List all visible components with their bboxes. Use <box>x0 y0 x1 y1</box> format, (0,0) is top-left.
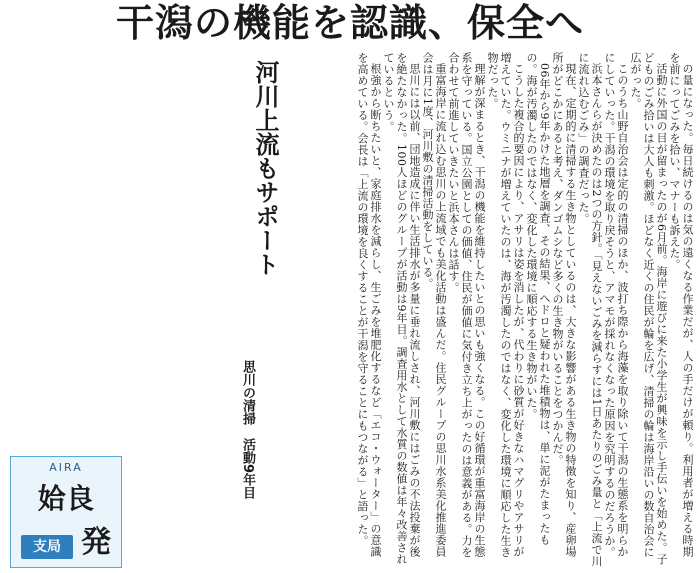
article-headline: 干潟の機能を認識、保全へ <box>115 1 584 45</box>
bureau-tag: 支局 <box>21 535 73 559</box>
paragraph: 思川には以前、団地造成に伴い生活排水が多量に垂れ流しされ、河川敷にはごみの不法投棄が後を絶たなかった。100人ほどのグループが活動は9年目。調査用水として水質の数値は年々改善されているという。 <box>382 52 421 565</box>
paragraph: このうち山野自治会は定的の清掃のほか、波打ち際から海藻を取り除いて干潟の生態系を明らかにしていった。干潟の環境を取り戻そうと、アマモが採れなくなった原因を究明するのだろうか。 <box>603 52 629 558</box>
paragraph: 重富海岸に流れ込む思川の上流域でも美化活動は盛んだ。住民グループの思川水系美化推進委員会は月に1度、河川敷の清掃活動をしている。 <box>421 52 447 558</box>
bureau-label <box>10 456 122 568</box>
sub-headline-text: 河川上流もサポート <box>251 60 279 276</box>
paragraph: 浜本さんらが決めたのは2つの方針。「見えないごみを減らすには1日あたりのごみ量と「上流で川に流れ込むごみ」の調査だった。 <box>577 52 603 567</box>
paragraph: 根強から断ちたいと、家庭排水を減らし、生ごみを堆肥化するなど「エコ・ウォーター」の意識を高めている。会長は「上流の環境を良くすることが干潟を守ることにもつながる」と語った。 <box>356 52 382 558</box>
bureau-romaji: AIRA <box>49 461 83 474</box>
bureau-suffix: 発 <box>81 525 111 560</box>
kicker: 思川の清掃 活動9年目 <box>196 360 256 560</box>
sub-headline <box>196 60 280 290</box>
paragraph: 現在、定期的に清掃する生き物としているのは、大きな影響がある生き物の特徴を知り、産卵場所がどこかにあると考え、ダンゴムシなど多くの生き物がいることをつかんだ。 <box>551 52 577 558</box>
paragraph: 理解が深まるとき、干潟の機能を維持したいとの思いも強くなる。この好循環が重富海岸の生態系を守っている。国立公園としての価値、住民が価値に気付き立ち上がったのは意義がある。力を合わせて前進していきたいと浜本さんは話す。 <box>447 52 486 558</box>
bureau-city: 姶良 <box>37 482 94 515</box>
paragraph: こうした複合的要因により、アサリは姿を消したが、代わりに砂質が好きなハマグリやアサリが増えていた。ウミニナが増えていたのは、海が汚濁したのではなく、変化した環境に順応した生き物だった。 <box>486 52 525 558</box>
paragraph: 活動に外国の目が留まったのが6月前。海岸に遊びに来た小学生が興味を示し手伝いを始めた。子どものごみ拾いは大人も刺激。ほどなく近くの住民が輪を広げ、清掃の輪は海岸沿いの数自治会に広がった。 <box>629 52 668 565</box>
paragraph: 06年から9年かけた地層を調査、その結果、へドロと疑われた堆積物は、単に泥がたまったもの。海が汚濁したのではなく、変化した環境に順応する生き物がいた。 <box>525 52 551 546</box>
paragraph: の量になった。毎日続けるのは気の遠くなる作業だが、人の手だけが頼り。利用者が増える時期を前にってごみを拾い、マナーも訴えた。 <box>668 52 694 558</box>
